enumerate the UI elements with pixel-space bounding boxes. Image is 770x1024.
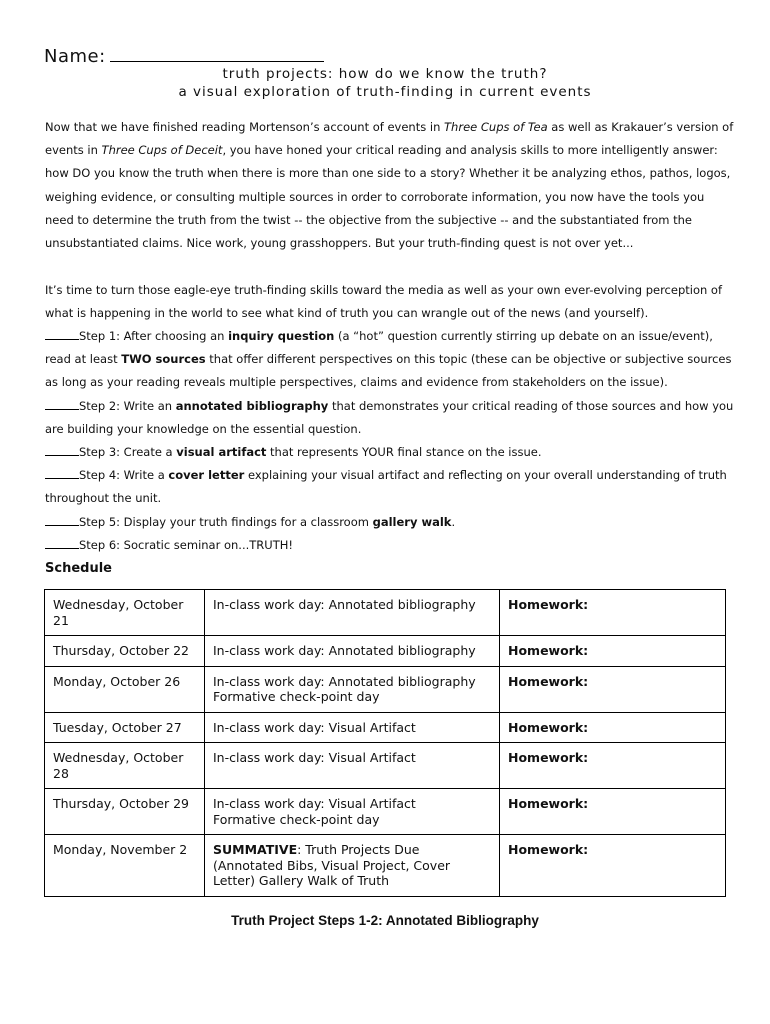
activity-cell — [205, 666, 500, 712]
step-checkbox-blank — [45, 468, 79, 479]
table-row — [45, 636, 726, 667]
name-blank — [110, 47, 324, 62]
homework-cell: Homework: — [500, 636, 726, 667]
table-row — [45, 835, 726, 897]
date-cell: Wednesday, October 21 — [45, 590, 205, 636]
steps-list — [45, 325, 735, 557]
step-checkbox-blank — [45, 329, 79, 340]
step-key-term: TWO sources — [121, 352, 206, 367]
intro-text-b: as well as Krakauer’s version of events in — [45, 120, 734, 158]
activity-text: : Truth Projects Due (Annotated Bibs, Visual Project, Cover Letter) Gallery Walk of Truth — [213, 842, 451, 888]
date-cell: Tuesday, October 27 — [45, 712, 205, 743]
intro-text-c: , you have honed your critical reading and analysis skills to more intelligently answer: how DO you know the truth when there is more than one side to a story? Whether it be analyzing ethos, pathos, logos, weighing evidence, or consulting multiple sources in order to corroborate information, you now have the tools you need to determine the truth from the twist -- the objective from the subjective -- and the substantiated from the unsubstantiated claims. Nice work, young grasshoppers. But your truth-finding quest is not over yet... — [45, 143, 731, 251]
table-row — [45, 666, 726, 712]
activity-cell: In-class work day: Annotated bibliography — [205, 636, 500, 667]
homework-cell: Homework: — [500, 590, 726, 636]
step-text: Step 4: Write a — [79, 468, 169, 483]
homework-cell: Homework: — [500, 666, 726, 712]
table-row — [45, 789, 726, 835]
date-cell: Monday, November 2 — [45, 835, 205, 897]
step-key-term: annotated bibliography — [175, 398, 329, 413]
intro-paragraph-2: It’s time to turn those eagle-eye truth-finding skills toward the media as well as your own ever-evolving perception of what is happening in the world to see what kind of truth you can wrangle out of the news (and yourself). — [45, 283, 723, 321]
date-cell: Thursday, October 29 — [45, 789, 205, 835]
intro-text-a: Now that we have finished reading Mortenson’s account of events in — [45, 120, 445, 134]
activity-line: In-class work day: Annotated bibliography — [213, 673, 476, 689]
step-key-term: visual artifact — [176, 445, 267, 460]
activity-cell — [205, 835, 500, 897]
step-checkbox-blank — [45, 445, 79, 456]
activity-cell: In-class work day: Visual Artifact — [205, 712, 500, 743]
name-field-line — [44, 46, 324, 67]
step-5 — [45, 511, 735, 534]
activity-line: Formative check-point day — [213, 689, 380, 704]
book-title-tea: Three Cups of Tea — [444, 120, 548, 134]
table-row — [45, 712, 726, 743]
step-checkbox-blank — [45, 538, 79, 549]
date-cell: Monday, October 26 — [45, 666, 205, 712]
step-text: Step 2: Write an — [79, 398, 176, 413]
name-label: Name: — [44, 46, 106, 67]
homework-cell: Homework: — [500, 712, 726, 743]
homework-cell: Homework: — [500, 743, 726, 789]
step-text: Step 6: Socratic seminar on...TRUTH! — [79, 537, 293, 552]
step-2 — [45, 395, 735, 441]
step-key-term: gallery walk — [372, 514, 452, 529]
step-key-term: inquiry question — [228, 329, 335, 343]
activity-cell — [205, 789, 500, 835]
book-title-deceit: Three Cups of Deceit — [101, 143, 223, 158]
table-row — [45, 743, 726, 789]
step-text: Step 1: After choosing an — [79, 329, 229, 343]
homework-cell: Homework: — [500, 835, 726, 897]
section-heading-annotated-bibliography: Truth Project Steps 1-2: Annotated Bibliography — [231, 913, 539, 928]
doc-title: truth projects: how do we know the truth? — [222, 66, 548, 82]
step-text: that demonstrates your critical reading of those sources and how you are building your knowledge on the essential question. — [45, 398, 734, 436]
doc-subtitle: a visual exploration of truth-finding in current events — [178, 84, 592, 100]
step-text: that represents YOUR final stance on the issue. — [266, 445, 542, 460]
summative-label: SUMMATIVE — [213, 842, 298, 857]
schedule-table — [44, 589, 726, 897]
homework-cell: Homework: — [500, 789, 726, 835]
step-text: explaining your visual artifact and reflecting on your overall understanding of truth throughout the unit. — [45, 468, 727, 506]
activity-cell: In-class work day: Visual Artifact — [205, 743, 500, 789]
step-checkbox-blank — [45, 399, 79, 410]
step-text: . — [451, 514, 456, 529]
step-6 — [45, 534, 735, 557]
step-3 — [45, 441, 735, 464]
step-key-term: cover letter — [168, 468, 245, 483]
date-cell: Thursday, October 22 — [45, 636, 205, 667]
step-checkbox-blank — [45, 515, 79, 526]
schedule-heading: Schedule — [45, 561, 112, 576]
activity-line: In-class work day: Visual Artifact — [213, 796, 416, 811]
step-text: Step 3: Create a — [79, 445, 177, 460]
table-row — [45, 590, 726, 636]
step-text: that offer different perspectives on this topic (these can be objective or subjective sources as long as your reading reveals multiple perspectives, claims and evidence from stakeholders on the issue). — [45, 352, 732, 390]
date-cell: Wednesday, October 28 — [45, 743, 205, 789]
intro-paragraph-1 — [45, 116, 735, 255]
step-text: (a “hot” question currently stirring up debate on an issue/event), read at least — [45, 329, 713, 367]
step-4 — [45, 464, 735, 510]
activity-cell: In-class work day: Annotated bibliography — [205, 590, 500, 636]
activity-line: Formative check-point day — [213, 811, 380, 827]
step-text: Step 5: Display your truth findings for a classroom — [79, 514, 373, 529]
step-1 — [45, 325, 735, 395]
